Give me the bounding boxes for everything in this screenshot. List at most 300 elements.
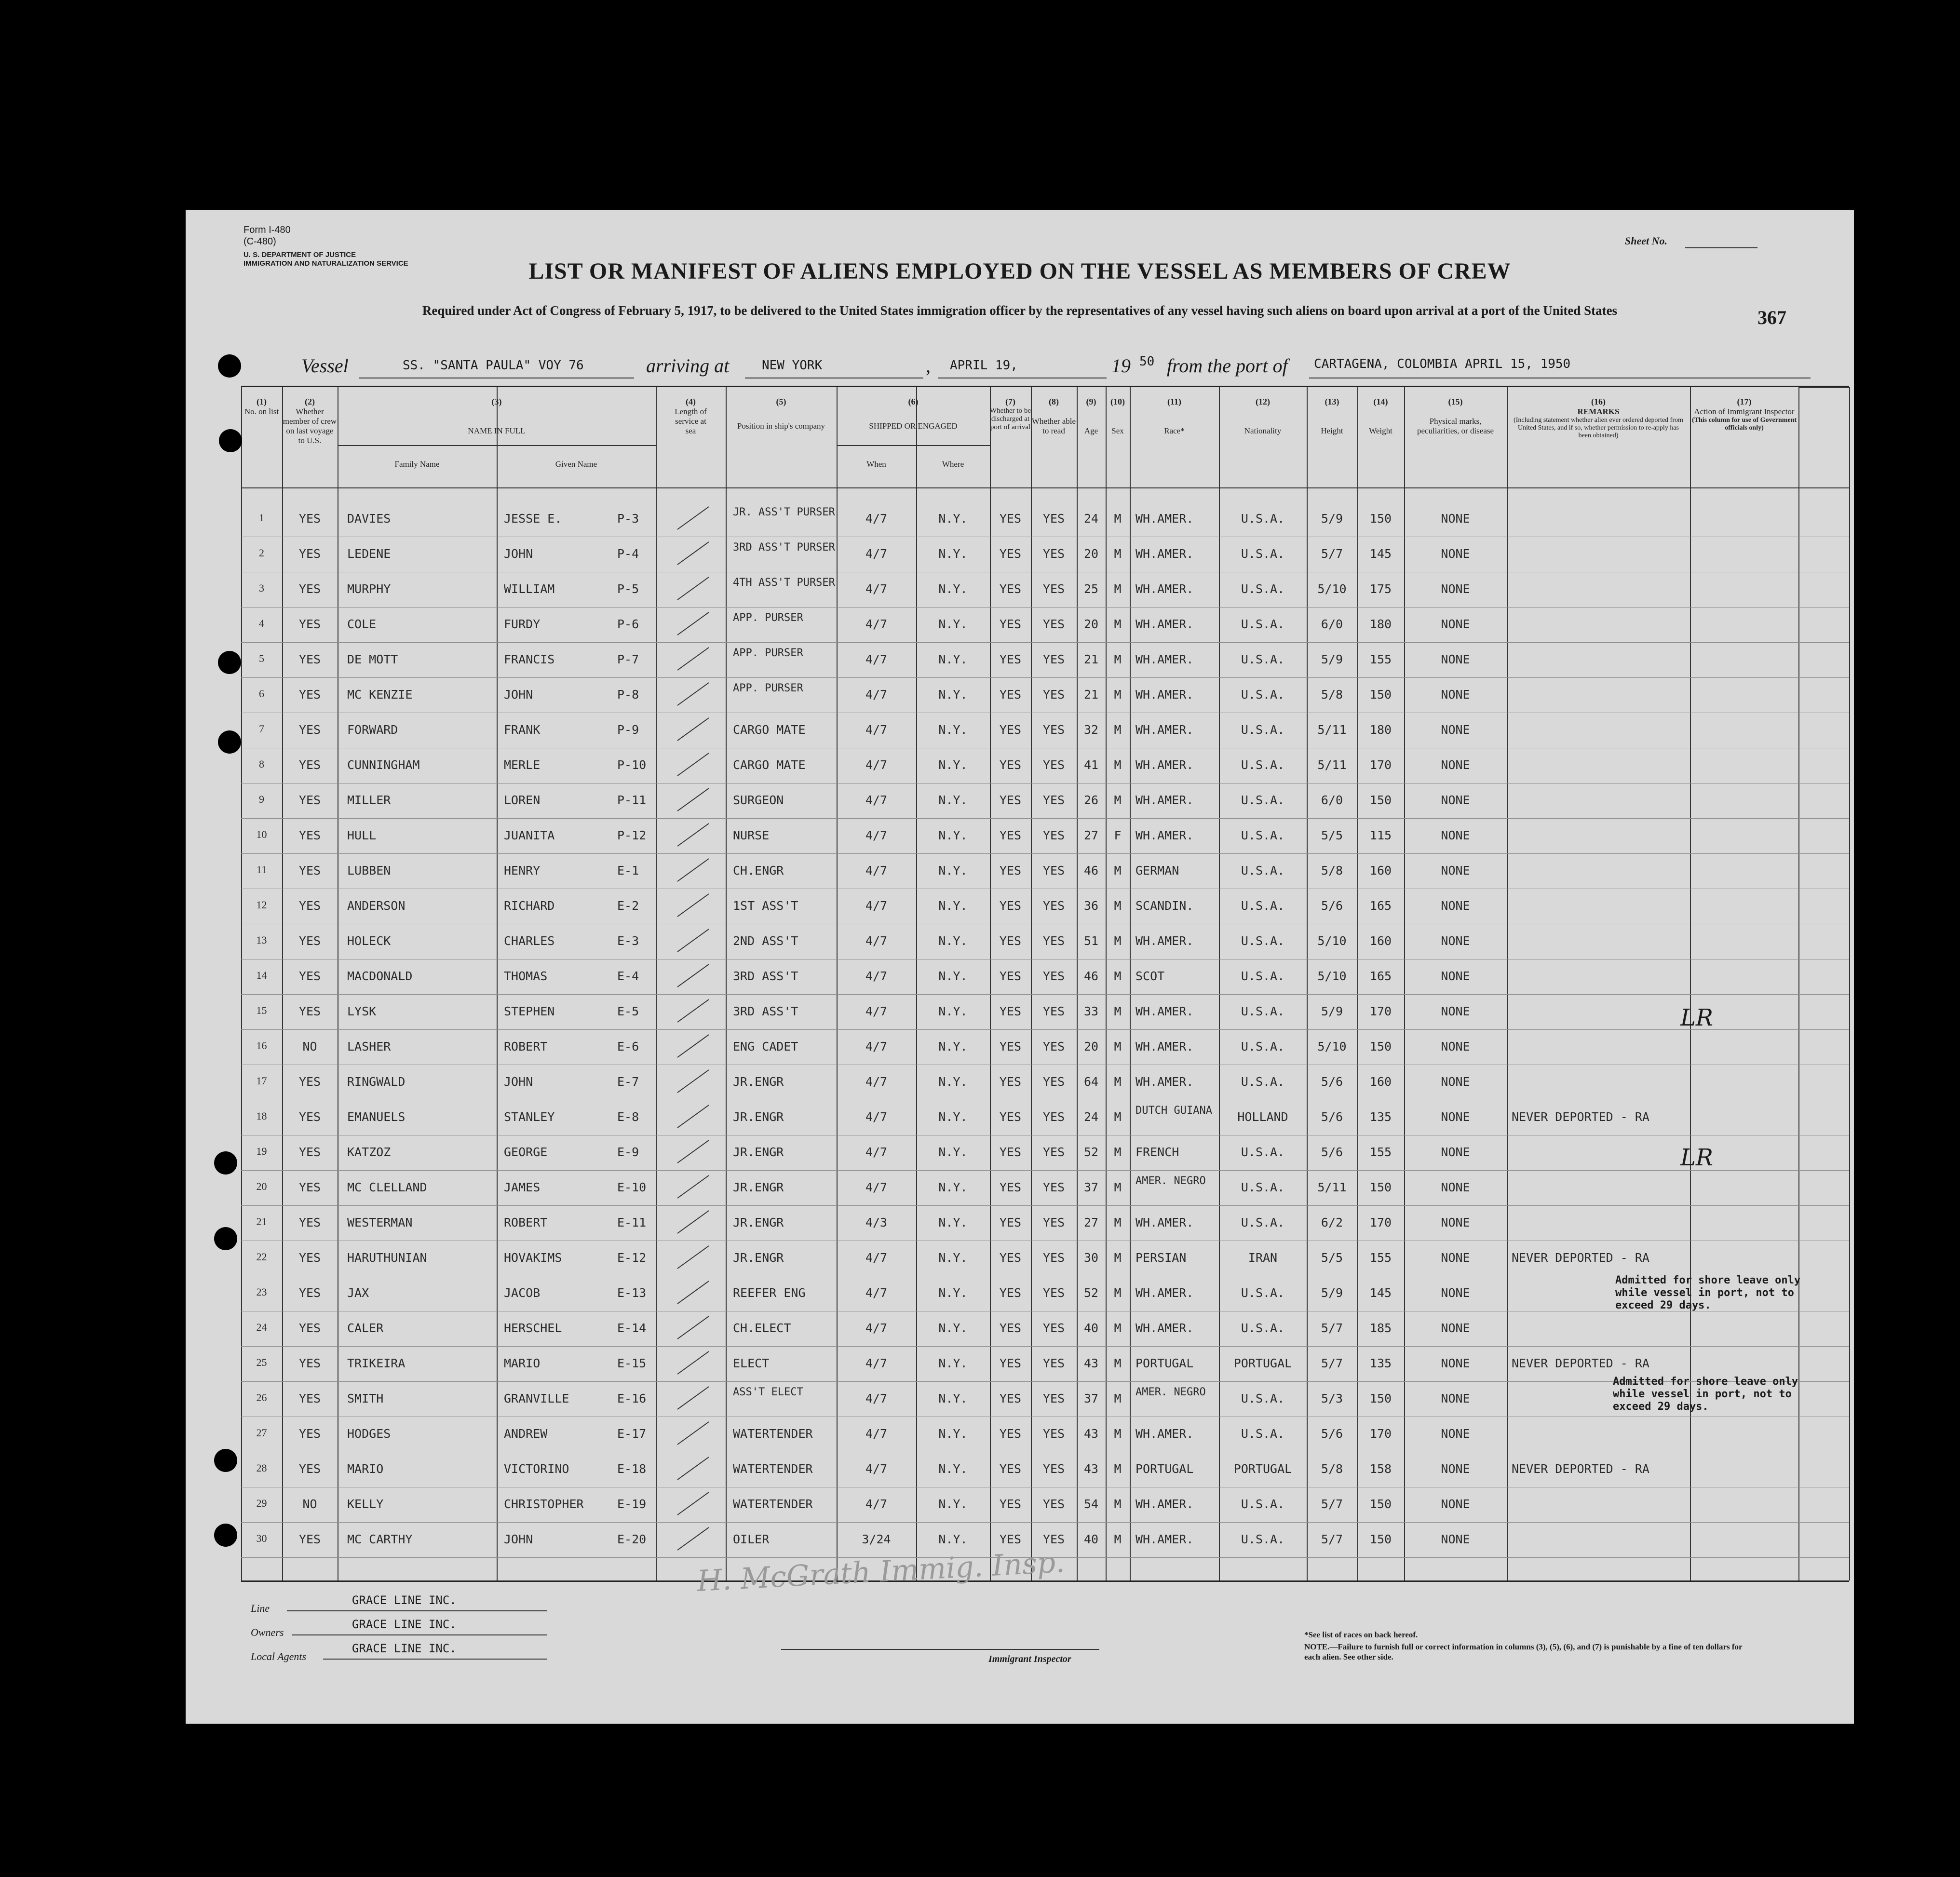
row-rule bbox=[241, 818, 1849, 819]
cell-where: N.Y. bbox=[938, 652, 968, 666]
row-rule bbox=[241, 994, 1849, 995]
cell-discharged: YES bbox=[999, 1497, 1022, 1511]
cell-age: 26 bbox=[1083, 793, 1099, 807]
cell-race: WH.AMER. bbox=[1135, 758, 1194, 772]
cell-height: 6/0 bbox=[1321, 617, 1343, 631]
cell-no: 10 bbox=[256, 828, 267, 840]
cell-read: YES bbox=[1042, 1321, 1065, 1335]
cell-age: 27 bbox=[1083, 828, 1099, 842]
agents-underline bbox=[323, 1659, 547, 1660]
from-port-label: from the port of bbox=[1167, 355, 1288, 377]
cell-height: 5/5 bbox=[1321, 828, 1343, 842]
cell-marks: NONE bbox=[1441, 793, 1470, 807]
cell-family: KATZOZ bbox=[347, 1145, 391, 1159]
cell-where: N.Y. bbox=[938, 512, 968, 526]
cell-weight: 185 bbox=[1369, 1321, 1392, 1335]
cell-family: MILLER bbox=[347, 793, 391, 807]
cell-no: 8 bbox=[259, 758, 264, 770]
header-name-label: NAME IN FULL bbox=[468, 426, 526, 435]
cell-where: N.Y. bbox=[938, 723, 968, 737]
header-position-number: (5) bbox=[776, 397, 786, 406]
cell-no: 28 bbox=[256, 1462, 267, 1474]
cell-family: LASHER bbox=[347, 1040, 391, 1053]
cell-marks: NONE bbox=[1441, 1145, 1470, 1159]
cell-age: 36 bbox=[1083, 899, 1099, 913]
cell-age: 43 bbox=[1083, 1462, 1099, 1476]
table-row bbox=[241, 1066, 1849, 1101]
cell-height: 5/7 bbox=[1321, 1497, 1343, 1511]
cell-race: WH.AMER. bbox=[1135, 1497, 1194, 1511]
cell-discharged: YES bbox=[999, 1075, 1022, 1089]
cell-no: 27 bbox=[256, 1427, 267, 1439]
cell-weight: 150 bbox=[1369, 1497, 1392, 1511]
cell-code: E-19 bbox=[617, 1497, 647, 1511]
cell-position: SURGEON bbox=[733, 793, 784, 807]
cell-where: N.Y. bbox=[938, 1356, 968, 1370]
cell-sex: M bbox=[1114, 1180, 1122, 1194]
header-remarks-label: REMARKS bbox=[1577, 407, 1620, 416]
page-number: 367 bbox=[1757, 307, 1786, 328]
cell-where: N.Y. bbox=[938, 1075, 968, 1089]
cell-race: WH.AMER. bbox=[1135, 688, 1194, 702]
cell-height: 5/9 bbox=[1321, 512, 1343, 526]
cell-given: JOHN bbox=[504, 1075, 533, 1089]
cell-age: 30 bbox=[1083, 1251, 1099, 1265]
form-number bbox=[243, 224, 291, 247]
cell-race: FRENCH bbox=[1135, 1145, 1179, 1159]
cell-age: 20 bbox=[1083, 617, 1099, 631]
cell-nat: U.S.A. bbox=[1241, 793, 1285, 807]
cell-remarks: NEVER DEPORTED - RA bbox=[1512, 1356, 1649, 1370]
cell-family: HODGES bbox=[347, 1427, 391, 1441]
cell-code: E-2 bbox=[617, 899, 639, 913]
punch-hole bbox=[214, 1524, 237, 1547]
service-check-mark bbox=[656, 1418, 726, 1452]
cell-nat: U.S.A. bbox=[1241, 547, 1285, 561]
cell-weight: 165 bbox=[1369, 899, 1392, 913]
cell-discharged: YES bbox=[999, 864, 1022, 878]
inspector-signature-line bbox=[781, 1649, 1099, 1650]
cell-given: MERLE bbox=[504, 758, 541, 772]
cell-read: YES bbox=[1042, 1075, 1065, 1089]
cell-when: 4/7 bbox=[865, 969, 888, 983]
cell-prev: YES bbox=[298, 1321, 321, 1335]
cell-code: P-5 bbox=[617, 582, 639, 596]
header-length-label: Length of service at sea bbox=[675, 407, 707, 435]
cell-read: YES bbox=[1042, 582, 1065, 596]
arrival-port: NEW YORK bbox=[762, 358, 823, 373]
owners-label: Owners bbox=[251, 1626, 284, 1638]
cell-age: 24 bbox=[1083, 1110, 1099, 1124]
cell-where: N.Y. bbox=[938, 582, 968, 596]
cell-prev: YES bbox=[298, 1145, 321, 1159]
cell-weight: 155 bbox=[1369, 1251, 1392, 1265]
cell-height: 5/3 bbox=[1321, 1391, 1343, 1405]
cell-where: N.Y. bbox=[938, 1004, 968, 1018]
cell-prev: YES bbox=[298, 1356, 321, 1370]
header-where: Where bbox=[942, 459, 964, 469]
cell-given: JOHN bbox=[504, 547, 533, 561]
cell-read: YES bbox=[1042, 793, 1065, 807]
header-height-label: Height bbox=[1321, 426, 1343, 435]
punch-hole bbox=[214, 1227, 237, 1250]
cell-code: E-3 bbox=[617, 934, 639, 948]
cell-where: N.Y. bbox=[938, 1462, 968, 1476]
cell-marks: NONE bbox=[1441, 547, 1470, 561]
vessel-label: Vessel bbox=[301, 355, 349, 377]
table-row bbox=[241, 538, 1849, 573]
cell-where: N.Y. bbox=[938, 1040, 968, 1053]
cell-marks: NONE bbox=[1441, 1321, 1470, 1335]
cell-no: 13 bbox=[256, 934, 267, 946]
cell-no: 29 bbox=[256, 1497, 267, 1509]
cell-age: 46 bbox=[1083, 969, 1099, 983]
table-row bbox=[241, 714, 1849, 749]
header-height bbox=[1307, 397, 1357, 436]
cell-position: JR.ENGR bbox=[733, 1180, 784, 1194]
cell-age: 20 bbox=[1083, 547, 1099, 561]
cell-nat: U.S.A. bbox=[1241, 1075, 1285, 1089]
line-underline bbox=[287, 1610, 547, 1611]
header-no-label: No. on list bbox=[244, 407, 279, 416]
cell-prev: NO bbox=[302, 1497, 317, 1511]
shore-leave-stamp: Admitted for shore leave only while vessel in port, not to exceed 29 days. bbox=[1615, 1274, 1801, 1311]
cell-position: CH.ELECT bbox=[733, 1321, 791, 1335]
year-prefix: 19 bbox=[1111, 355, 1131, 377]
cell-code: P-8 bbox=[617, 688, 639, 702]
cell-given: RICHARD bbox=[504, 899, 555, 913]
owners-value: GRACE LINE INC. bbox=[352, 1618, 457, 1631]
cell-no: 25 bbox=[256, 1356, 267, 1368]
table-row bbox=[241, 1348, 1849, 1382]
cell-race: WH.AMER. bbox=[1135, 723, 1194, 737]
shipped-subheader-rule bbox=[837, 445, 990, 446]
cell-family: LYSK bbox=[347, 1004, 377, 1018]
cell-nat: U.S.A. bbox=[1241, 688, 1285, 702]
service-check-mark bbox=[656, 855, 726, 889]
table-row bbox=[241, 890, 1849, 925]
cell-height: 5/10 bbox=[1317, 1040, 1347, 1053]
cell-nat: HOLLAND bbox=[1237, 1110, 1288, 1124]
cell-age: 21 bbox=[1083, 688, 1099, 702]
cell-when: 4/7 bbox=[865, 1286, 888, 1300]
cell-where: N.Y. bbox=[938, 688, 968, 702]
cell-discharged: YES bbox=[999, 582, 1022, 596]
header-action-sub: (This column for use of Government officials only) bbox=[1691, 417, 1797, 432]
cell-read: YES bbox=[1042, 934, 1065, 948]
cell-marks: NONE bbox=[1441, 758, 1470, 772]
service-check-mark bbox=[656, 1453, 726, 1487]
cell-height: 5/7 bbox=[1321, 1532, 1343, 1546]
cell-given: ANDREW bbox=[504, 1427, 548, 1441]
cell-family: CALER bbox=[347, 1321, 384, 1335]
cell-position: CH.ENGR bbox=[733, 864, 784, 878]
cell-nat: U.S.A. bbox=[1241, 1321, 1285, 1335]
cell-sex: M bbox=[1114, 1110, 1122, 1124]
cell-weight: 150 bbox=[1369, 1391, 1392, 1405]
cell-code: E-1 bbox=[617, 864, 639, 878]
cell-race: PERSIAN bbox=[1135, 1251, 1187, 1265]
row-rule bbox=[241, 1170, 1849, 1171]
cell-code: E-9 bbox=[617, 1145, 639, 1159]
service-check-mark bbox=[656, 820, 726, 853]
cell-prev: YES bbox=[298, 758, 321, 772]
cell-prev: YES bbox=[298, 1462, 321, 1476]
cell-age: 43 bbox=[1083, 1427, 1099, 1441]
cell-sex: M bbox=[1114, 512, 1122, 526]
page-subtitle: Required under Act of Congress of February 5, 1917, to be delivered to the United States immigration officer by the representatives of any vessel having such aliens on board upon arrival at a port of the United States bbox=[422, 303, 1618, 318]
table-row bbox=[241, 925, 1849, 960]
cell-weight: 135 bbox=[1369, 1110, 1392, 1124]
cell-no: 30 bbox=[256, 1532, 267, 1544]
header-bottom-rule bbox=[241, 487, 1849, 488]
cell-given: HENRY bbox=[504, 864, 541, 878]
cell-race: WH.AMER. bbox=[1135, 793, 1194, 807]
cell-when: 4/7 bbox=[865, 1110, 888, 1124]
cell-weight: 170 bbox=[1369, 1004, 1392, 1018]
service-check-mark bbox=[656, 608, 726, 642]
cell-age: 27 bbox=[1083, 1215, 1099, 1229]
cell-discharged: YES bbox=[999, 1532, 1022, 1546]
cell-when: 4/7 bbox=[865, 582, 888, 596]
cell-no: 12 bbox=[256, 899, 267, 911]
cell-age: 33 bbox=[1083, 1004, 1099, 1018]
cell-no: 11 bbox=[256, 864, 267, 876]
race-footnote: *See list of races on back hereof. bbox=[1304, 1630, 1418, 1639]
cell-when: 4/7 bbox=[865, 1180, 888, 1194]
cell-code: E-6 bbox=[617, 1040, 639, 1053]
cell-age: 41 bbox=[1083, 758, 1099, 772]
cell-discharged: YES bbox=[999, 793, 1022, 807]
cell-race: WH.AMER. bbox=[1135, 1321, 1194, 1335]
cell-prev: YES bbox=[298, 1286, 321, 1300]
service-check-mark bbox=[656, 1348, 726, 1381]
cell-position: JR.ENGR bbox=[733, 1075, 784, 1089]
owners-underline bbox=[292, 1634, 547, 1635]
service-check-mark bbox=[656, 890, 726, 924]
cell-read: YES bbox=[1042, 1462, 1065, 1476]
cell-code: E-17 bbox=[617, 1427, 647, 1441]
cell-weight: 160 bbox=[1369, 934, 1392, 948]
cell-where: N.Y. bbox=[938, 899, 968, 913]
header-remarks-sub: (Including statement whether alien ever ordered deported from United States, and if so, whether permission to re-apply has been obtained) bbox=[1514, 417, 1683, 439]
service-check-mark bbox=[656, 960, 726, 994]
cell-age: 43 bbox=[1083, 1356, 1099, 1370]
cell-read: YES bbox=[1042, 1180, 1065, 1194]
inspector-signature: H. McGrath Immig. Insp. bbox=[696, 1545, 1066, 1598]
cell-height: 5/6 bbox=[1321, 1145, 1343, 1159]
cell-when: 4/7 bbox=[865, 1391, 888, 1405]
cell-discharged: YES bbox=[999, 1251, 1022, 1265]
cell-given: MARIO bbox=[504, 1356, 541, 1370]
cell-nat: U.S.A. bbox=[1241, 1391, 1285, 1405]
cell-discharged: YES bbox=[999, 1004, 1022, 1018]
cell-position: JR.ENGR bbox=[733, 1215, 784, 1229]
cell-family: HARUTHUNIAN bbox=[347, 1251, 427, 1265]
header-read bbox=[1031, 397, 1077, 436]
cell-sex: M bbox=[1114, 758, 1122, 772]
cell-when: 4/7 bbox=[865, 1075, 888, 1089]
header-nationality-label: Nationality bbox=[1244, 426, 1282, 435]
cell-marks: NONE bbox=[1441, 1004, 1470, 1018]
header-action-label: Action of Immigrant Inspector bbox=[1694, 407, 1795, 416]
service-check-mark bbox=[656, 1066, 726, 1100]
cell-when: 4/7 bbox=[865, 934, 888, 948]
cell-marks: NONE bbox=[1441, 899, 1470, 913]
cell-code: P-11 bbox=[617, 793, 647, 807]
header-name-number: (3) bbox=[491, 397, 502, 406]
cell-read: YES bbox=[1042, 864, 1065, 878]
cell-race: WH.AMER. bbox=[1135, 652, 1194, 666]
cell-height: 5/5 bbox=[1321, 1251, 1343, 1265]
cell-given: FRANCIS bbox=[504, 652, 555, 666]
cell-marks: NONE bbox=[1441, 1110, 1470, 1124]
service-check-mark bbox=[656, 503, 726, 537]
cell-where: N.Y. bbox=[938, 758, 968, 772]
cell-discharged: YES bbox=[999, 1180, 1022, 1194]
cell-marks: NONE bbox=[1441, 828, 1470, 842]
cell-read: YES bbox=[1042, 1040, 1065, 1053]
cell-position: WATERTENDER bbox=[733, 1497, 813, 1511]
form-number-text: Form I-480 bbox=[243, 225, 291, 235]
cell-code: E-14 bbox=[617, 1321, 647, 1335]
cell-no: 1 bbox=[259, 512, 264, 524]
cell-race: WH.AMER. bbox=[1135, 617, 1194, 631]
table-row bbox=[241, 960, 1849, 995]
cell-height: 5/10 bbox=[1317, 934, 1347, 948]
header-physical-marks bbox=[1404, 397, 1507, 436]
margin-rule bbox=[1798, 387, 1849, 388]
header-age-label: Age bbox=[1084, 426, 1098, 435]
header-nationality bbox=[1219, 397, 1307, 436]
service-check-mark bbox=[656, 644, 726, 677]
sheet-number-label: Sheet No. bbox=[1625, 235, 1667, 247]
row-rule bbox=[241, 607, 1849, 608]
cell-no: 15 bbox=[256, 1004, 267, 1016]
cell-weight: 155 bbox=[1369, 1145, 1392, 1159]
header-weight bbox=[1357, 397, 1404, 436]
punch-hole bbox=[218, 354, 241, 378]
service-check-mark bbox=[656, 1524, 726, 1557]
cell-age: 20 bbox=[1083, 1040, 1099, 1053]
cell-weight: 145 bbox=[1369, 547, 1392, 561]
cell-weight: 180 bbox=[1369, 617, 1392, 631]
cell-where: N.Y. bbox=[938, 1427, 968, 1441]
punch-hole bbox=[218, 651, 241, 674]
cell-given: GRANVILLE bbox=[504, 1391, 569, 1405]
cell-when: 4/7 bbox=[865, 1497, 888, 1511]
cell-where: N.Y. bbox=[938, 1286, 968, 1300]
cell-prev: YES bbox=[298, 617, 321, 631]
service-check-mark bbox=[656, 996, 726, 1029]
cell-when: 4/7 bbox=[865, 1004, 888, 1018]
punch-hole bbox=[219, 429, 242, 452]
cell-sex: M bbox=[1114, 1004, 1122, 1018]
cell-prev: YES bbox=[298, 828, 321, 842]
cell-given: STEPHEN bbox=[504, 1004, 555, 1018]
cell-position: APP. PURSER bbox=[733, 682, 803, 694]
cell-marks: NONE bbox=[1441, 1356, 1470, 1370]
header-given-name: Given Name bbox=[555, 459, 597, 469]
cell-given: CHARLES bbox=[504, 934, 555, 948]
cell-sex: M bbox=[1114, 723, 1122, 737]
cell-prev: YES bbox=[298, 1215, 321, 1229]
cell-height: 6/2 bbox=[1321, 1215, 1343, 1229]
service-check-mark bbox=[656, 1101, 726, 1135]
cell-prev: YES bbox=[298, 1110, 321, 1124]
cell-when: 4/7 bbox=[865, 793, 888, 807]
header-weight-number: (14) bbox=[1373, 397, 1388, 406]
cell-position: WATERTENDER bbox=[733, 1427, 813, 1441]
cell-prev: YES bbox=[298, 1180, 321, 1194]
cell-sex: M bbox=[1114, 1497, 1122, 1511]
cell-where: N.Y. bbox=[938, 1110, 968, 1124]
row-rule bbox=[241, 1381, 1849, 1382]
header-family-name: Family Name bbox=[394, 459, 440, 469]
table-row bbox=[241, 855, 1849, 890]
cell-where: N.Y. bbox=[938, 1497, 968, 1511]
table-row bbox=[241, 1031, 1849, 1066]
header-age-number: (9) bbox=[1086, 397, 1096, 406]
cell-age: 24 bbox=[1083, 512, 1099, 526]
cell-height: 5/7 bbox=[1321, 547, 1343, 561]
cell-race: AMER. NEGRO bbox=[1135, 1175, 1206, 1187]
cell-code: P-12 bbox=[617, 828, 647, 842]
cell-discharged: YES bbox=[999, 1040, 1022, 1053]
cell-read: YES bbox=[1042, 617, 1065, 631]
cell-prev: YES bbox=[298, 1251, 321, 1265]
cell-code: E-12 bbox=[617, 1251, 647, 1265]
cell-weight: 135 bbox=[1369, 1356, 1392, 1370]
cell-read: YES bbox=[1042, 1391, 1065, 1405]
cell-marks: NONE bbox=[1441, 1427, 1470, 1441]
cell-nat: U.S.A. bbox=[1241, 723, 1285, 737]
cell-prev: YES bbox=[298, 934, 321, 948]
cell-height: 5/6 bbox=[1321, 1110, 1343, 1124]
name-subheader-rule bbox=[338, 445, 656, 446]
cell-sex: M bbox=[1114, 1532, 1122, 1546]
cell-sex: M bbox=[1114, 547, 1122, 561]
cell-age: 52 bbox=[1083, 1145, 1099, 1159]
agents-label: Local Agents bbox=[251, 1650, 307, 1662]
row-rule bbox=[241, 853, 1849, 854]
table-row bbox=[241, 679, 1849, 714]
cell-weight: 175 bbox=[1369, 582, 1392, 596]
cell-sex: M bbox=[1114, 688, 1122, 702]
cell-given: JESSE E. bbox=[504, 512, 562, 526]
header-height-number: (13) bbox=[1325, 397, 1339, 406]
cell-given: FURDY bbox=[504, 617, 541, 631]
cell-family: RINGWALD bbox=[347, 1075, 406, 1089]
cell-nat: U.S.A. bbox=[1241, 652, 1285, 666]
cell-nat: U.S.A. bbox=[1241, 758, 1285, 772]
header-length-of-service bbox=[656, 397, 726, 436]
cell-nat: U.S.A. bbox=[1241, 934, 1285, 948]
cell-position: WATERTENDER bbox=[733, 1462, 813, 1476]
cell-no: 23 bbox=[256, 1286, 267, 1298]
cell-weight: 150 bbox=[1369, 1040, 1392, 1053]
cell-where: N.Y. bbox=[938, 1180, 968, 1194]
cell-marks: NONE bbox=[1441, 688, 1470, 702]
cell-sex: M bbox=[1114, 934, 1122, 948]
cell-nat: U.S.A. bbox=[1241, 1215, 1285, 1229]
cell-marks: NONE bbox=[1441, 617, 1470, 631]
cell-weight: 150 bbox=[1369, 512, 1392, 526]
cell-family: MC KENZIE bbox=[347, 688, 413, 702]
table-row bbox=[241, 1453, 1849, 1488]
cell-nat: U.S.A. bbox=[1241, 1497, 1285, 1511]
cell-nat: U.S.A. bbox=[1241, 582, 1285, 596]
